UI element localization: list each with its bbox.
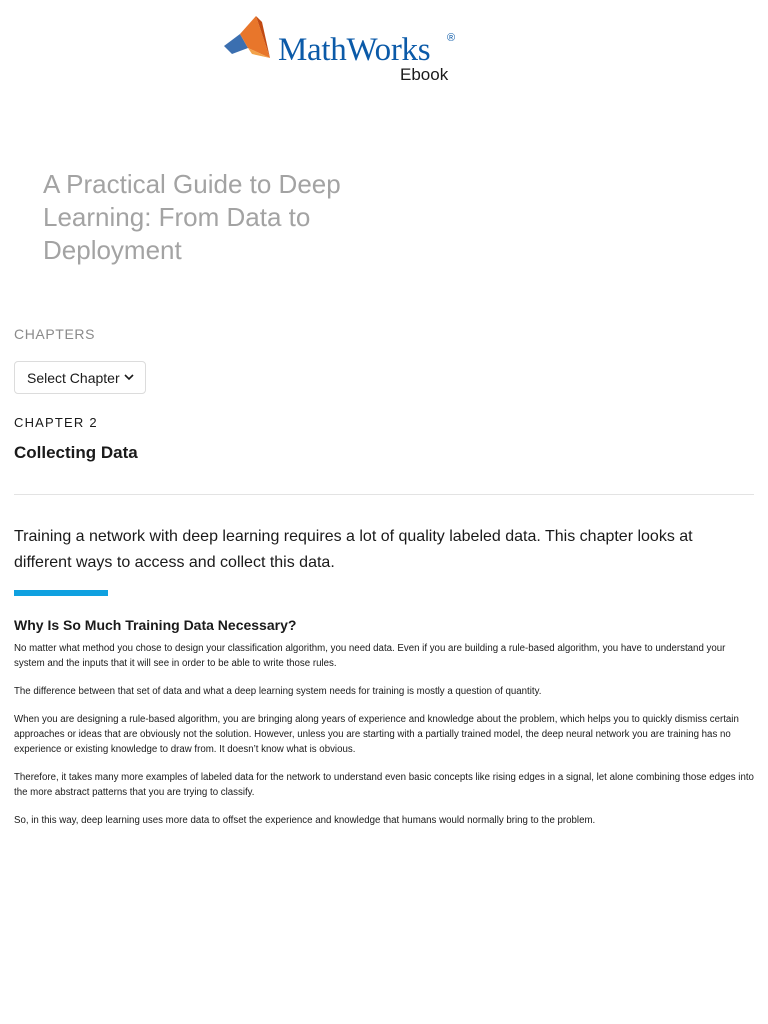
body-paragraph: No matter what method you chose to design your classification algorithm, you need data. Even if you are building a rule-based algorithm, you have to understand your system and the inputs that it will see in order to be able to write those rules.	[14, 643, 726, 669]
chapter-title: Collecting Data	[14, 443, 138, 462]
chapters-label: CHAPTERS	[14, 326, 96, 342]
body-paragraph: The difference between that set of data and what a deep learning system needs for training is mostly a question of quantity.	[14, 686, 542, 697]
body-paragraph: Therefore, it takes many more examples of labeled data for the network to understand even basic concepts like rising edges in a signal, let alone combining those edges into the more abstract patterns that you are trying to classify.	[14, 772, 754, 798]
chapter-number: CHAPTER 2	[14, 415, 98, 430]
chevron-down-icon	[124, 374, 134, 381]
mathworks-membrane-logo-icon	[222, 14, 274, 64]
mathworks-logo[interactable]	[222, 14, 462, 86]
brand-name: MathWorks	[278, 32, 431, 68]
ebook-label: Ebook	[400, 65, 449, 84]
book-title: A Practical Guide to Deep Learning: From Data to Deployment	[43, 169, 341, 265]
chapter-intro: Training a network with deep learning requires a lot of quality labeled data. This chapter looks at different ways to access and collect this data.	[14, 528, 693, 571]
select-chapter-label: Select Chapter	[27, 369, 120, 386]
body-paragraph: So, in this way, deep learning uses more data to offset the experience and knowledge that humans would normally bring to the problem.	[14, 815, 596, 826]
body-paragraph: When you are designing a rule-based algorithm, you are bringing along years of experience and knowledge about the problem, which helps you to quickly dismiss certain approaches or ideas that are obviously not the solution. However, unless you are starting with a partially trained model, the deep neural network you are training has no experience or existing knowledge to draw from. It doesn’t know what is obvious.	[14, 714, 739, 755]
section-heading: Why Is So Much Training Data Necessary?	[14, 617, 297, 633]
divider	[14, 494, 754, 495]
select-chapter-dropdown[interactable]	[14, 361, 146, 394]
accent-bar	[14, 590, 108, 596]
registered-mark: ®	[447, 32, 456, 44]
section-body	[14, 641, 756, 841]
